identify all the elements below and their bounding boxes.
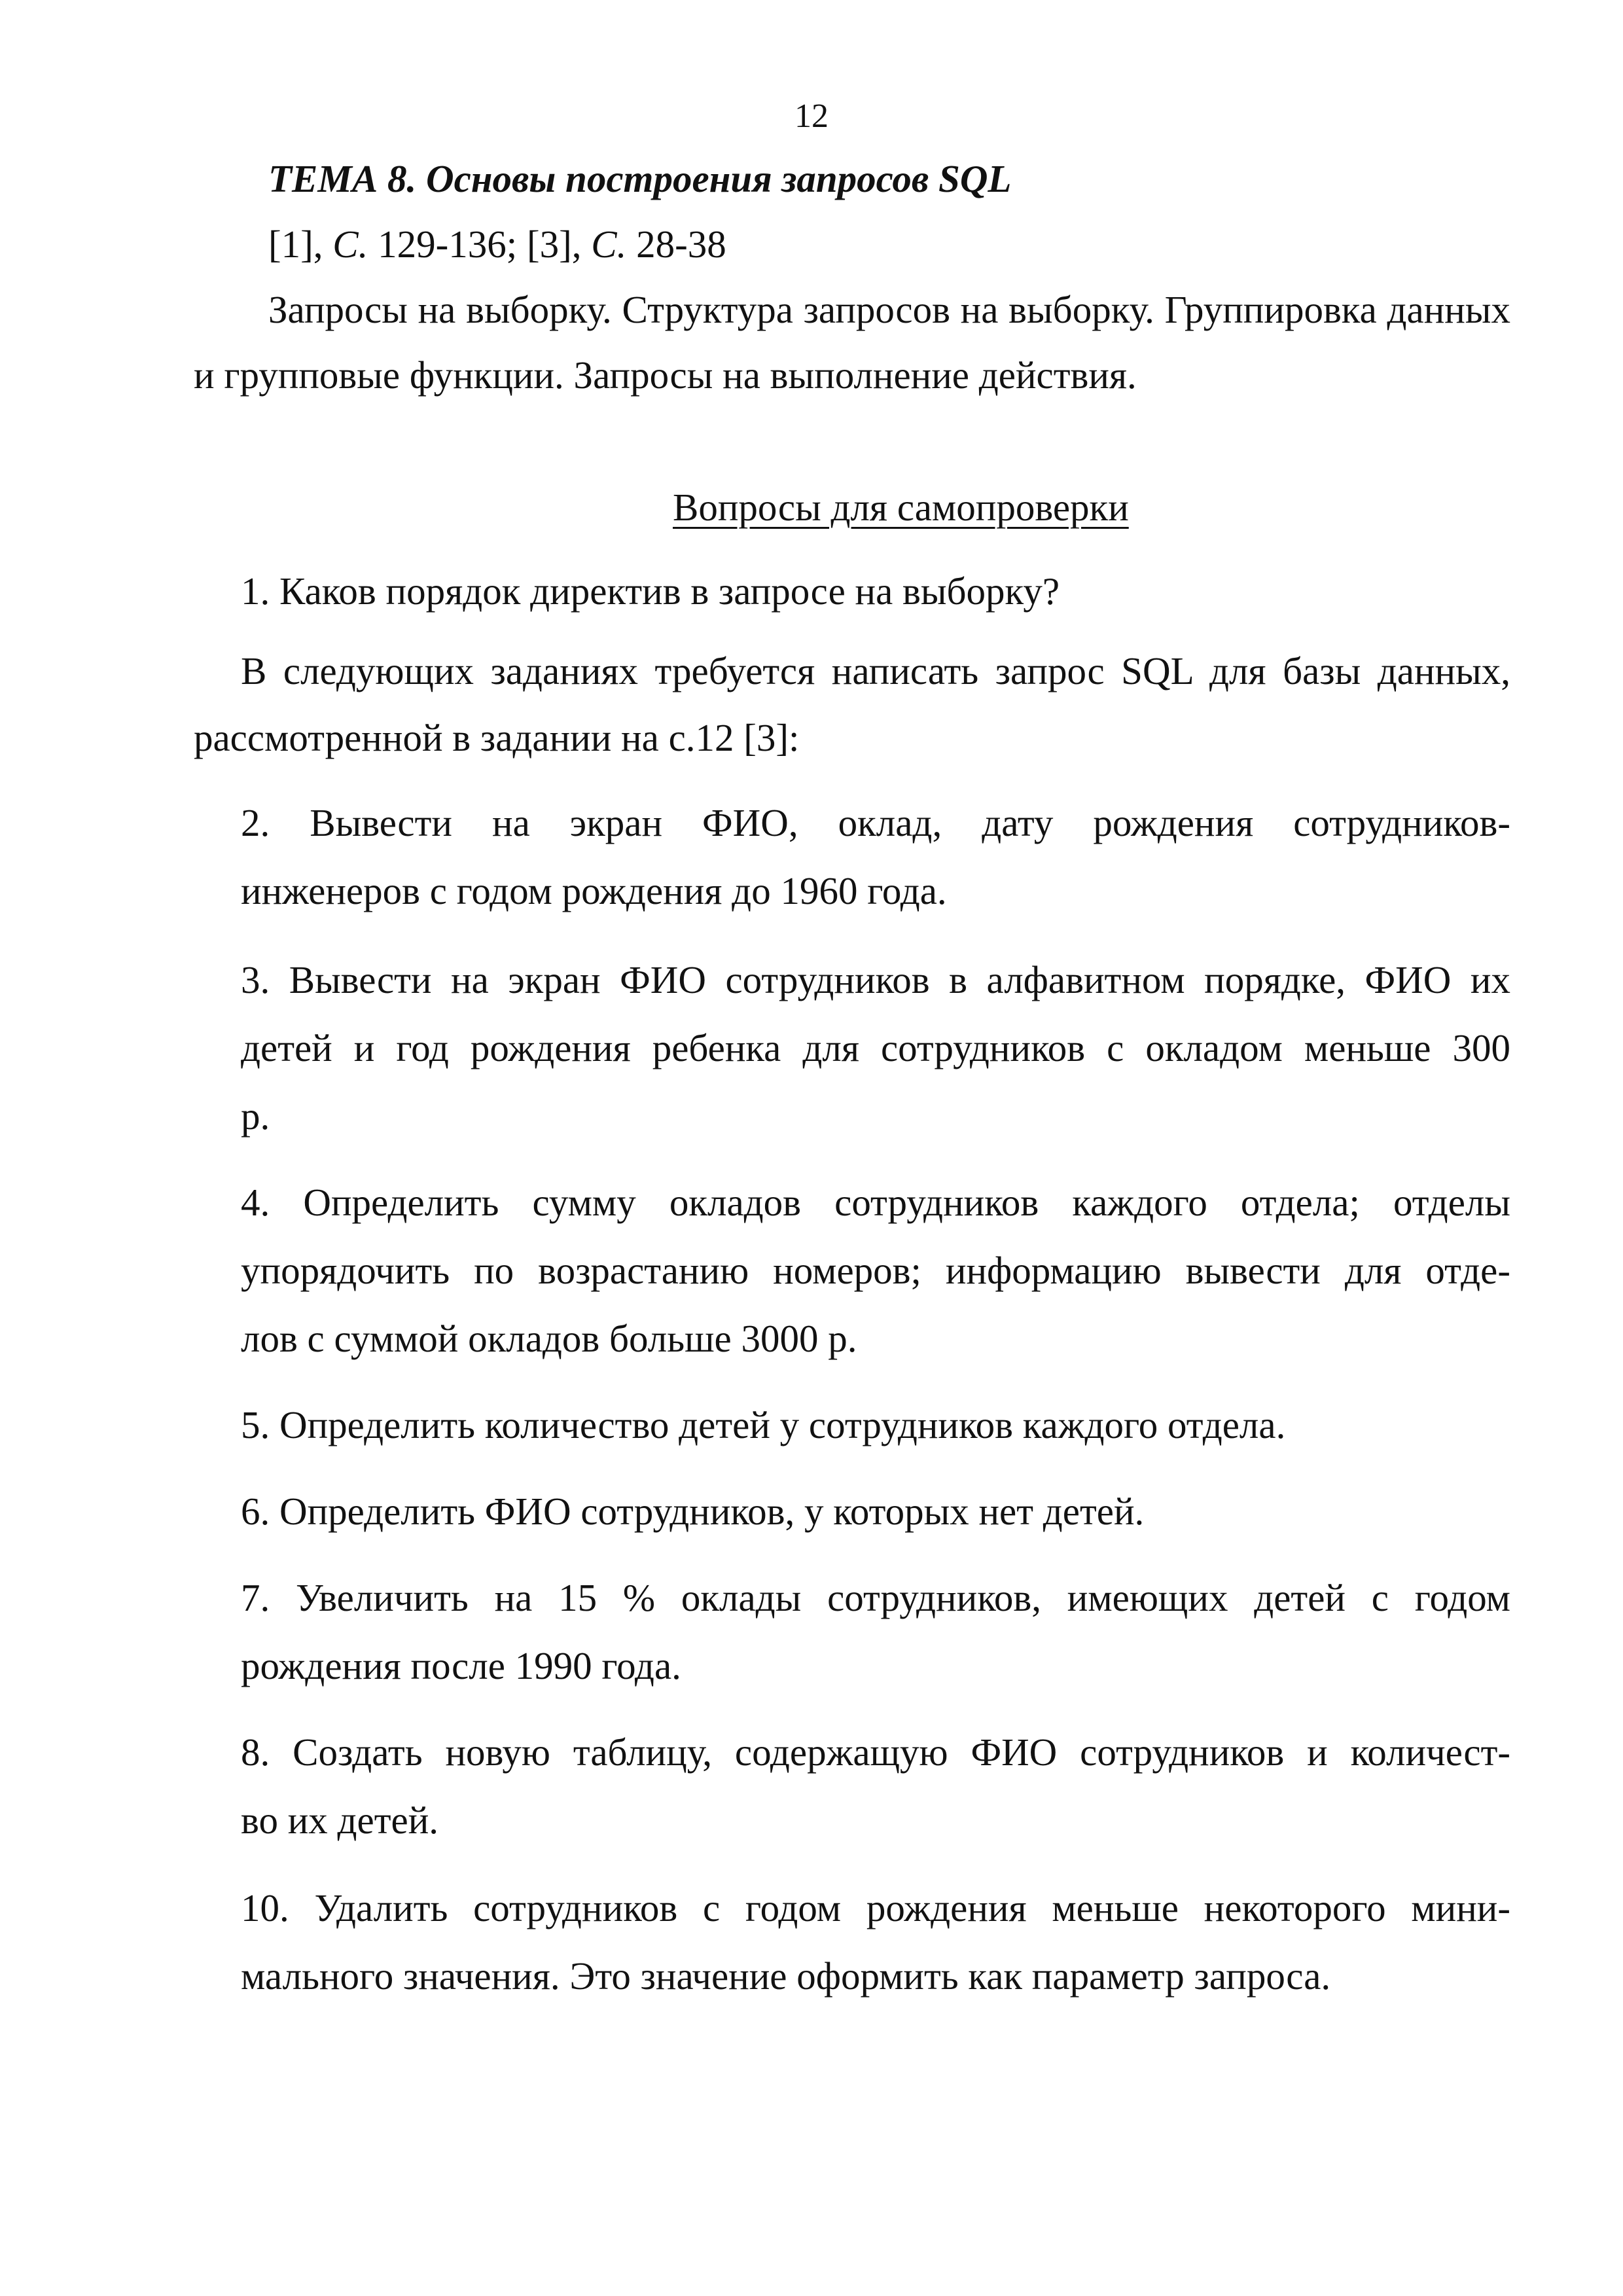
task-2-line-2: инженеров с годом рождения до 1960 года. xyxy=(241,869,947,912)
intro-line-1: В следующих заданиях требуется написать запрос SQL для базы данных, xyxy=(241,649,1510,692)
topic-title: ТЕМА 8. Основы построения запросов SQL xyxy=(268,157,1012,200)
task-4-line-3: лов с суммой окладов больше 3000 р. xyxy=(241,1317,857,1360)
refs-part-3: 28-38 xyxy=(626,223,726,266)
refs-page-abbr-1: С. xyxy=(332,223,368,266)
task-8-line-2: во их детей. xyxy=(241,1799,439,1842)
task-10-line-1: 10. Удалить сотрудников с годом рождения меньше некоторого мини- xyxy=(241,1886,1510,1929)
task-3-line-3: р. xyxy=(241,1094,270,1138)
task-4-line-2: упорядочить по возрастанию номеров; информацию вывести для отде- xyxy=(241,1249,1510,1292)
task-6-line-1: 6. Определить ФИО сотрудников, у которых нет детей. xyxy=(241,1490,1145,1533)
page-number: 12 xyxy=(794,98,829,135)
task-7-line-2: рождения после 1990 года. xyxy=(241,1644,681,1687)
question-1: 1. Каков порядок директив в запросе на выборку? xyxy=(241,569,1060,613)
task-3-line-2: детей и год рождения ребенка для сотрудников с окладом меньше 300 xyxy=(241,1026,1510,1069)
task-4-line-1: 4. Определить сумму окладов сотрудников каждого отдела; отделы xyxy=(241,1181,1510,1224)
intro-line-2: рассмотренной в задании на с.12 [3]: xyxy=(194,716,800,759)
task-2-line-1: 2. Вывести на экран ФИО, оклад, дату рождения сотрудников- xyxy=(241,801,1510,844)
topic-references xyxy=(268,221,726,267)
task-10-line-2: мального значения. Это значение оформить как параметр запроса. xyxy=(241,1954,1331,1998)
task-3-line-1: 3. Вывести на экран ФИО сотрудников в алфавитном порядке, ФИО их xyxy=(241,958,1510,1001)
task-5-line-1: 5. Определить количество детей у сотрудников каждого отдела. xyxy=(241,1403,1286,1446)
refs-part-1: [1], xyxy=(268,223,333,266)
topic-description-line-1: Запросы на выборку. Структура запросов на выборку. Группировка данных xyxy=(268,288,1510,331)
refs-part-2: 129-136; [3], xyxy=(368,223,592,266)
topic-description-line-2: и групповые функции. Запросы на выполнение действия. xyxy=(194,353,1137,397)
task-8-line-1: 8. Создать новую таблицу, содержащую ФИО сотрудников и количест- xyxy=(241,1731,1510,1774)
refs-page-abbr-2: С. xyxy=(591,223,627,266)
task-7-line-1: 7. Увеличить на 15 % оклады сотрудников, имеющих детей с годом xyxy=(241,1576,1510,1619)
questions-heading: Вопросы для самопроверки xyxy=(673,486,1129,529)
